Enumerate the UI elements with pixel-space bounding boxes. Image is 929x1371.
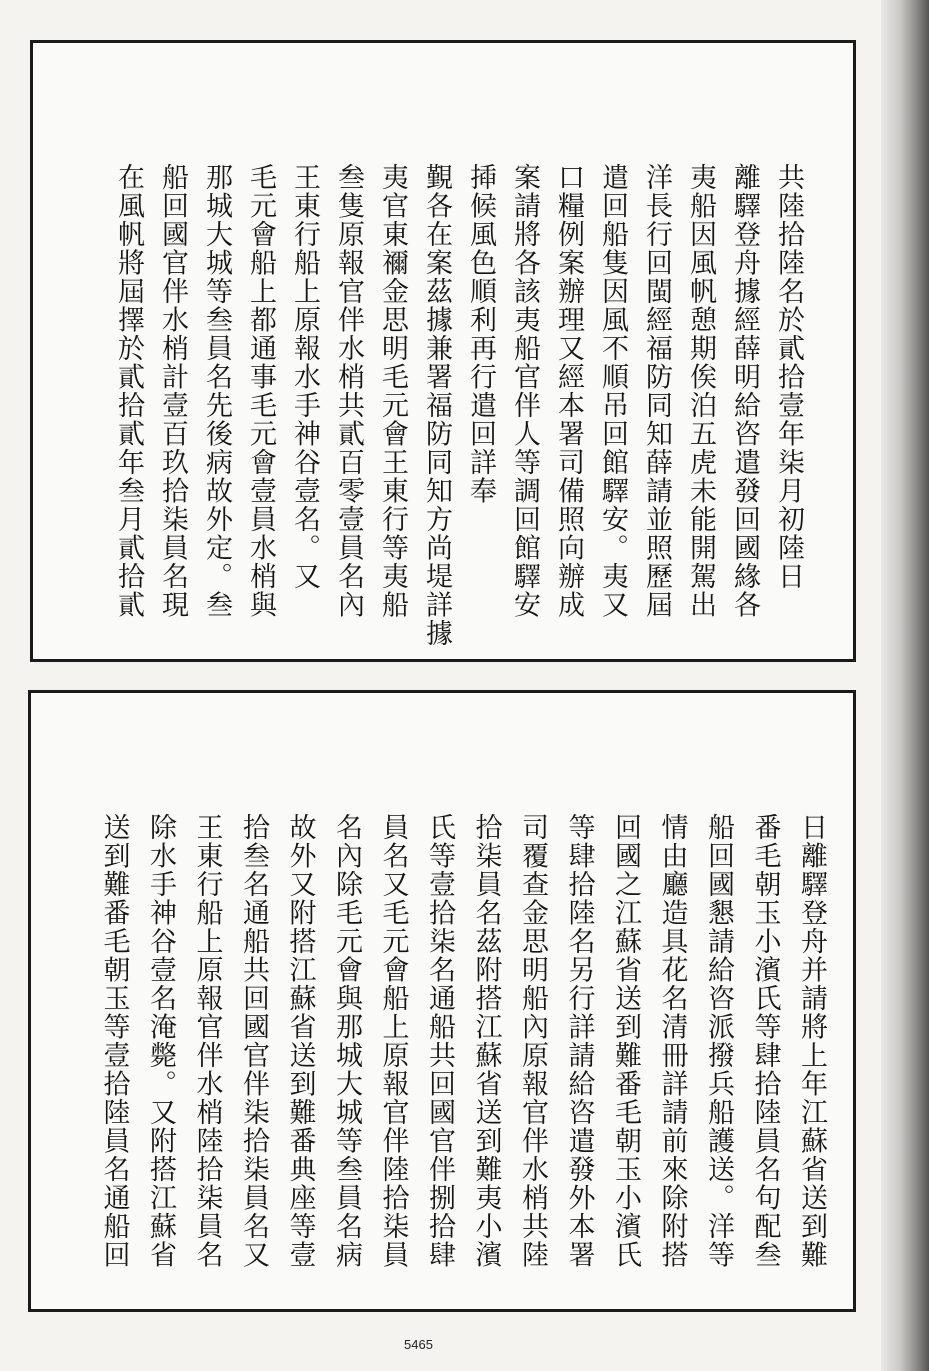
top-text-panel [30,40,856,662]
bottom-text-panel [28,690,856,1312]
text-column: 離驛登舟據經薛明給咨遣發回國緣各 [729,163,760,619]
text-column: 夷官東禰金思明毛元會王東行等夷船 [377,163,408,619]
book-binding-shadow [881,0,929,1371]
text-column: 覲各在案茲據兼署福防同知方尚堤詳據 [421,163,452,648]
text-column: 遣回船隻因風不順吊回館驛安。夷又 [597,163,628,619]
text-column: 那城大城等叁員名先後病故外定。叁 [201,163,232,619]
text-column: 夷船因風帆憩期俟泊五虎未能開駕出 [685,163,716,619]
text-column: 司覆查金思明船內原報官伴水梢共陸 [517,813,548,1269]
text-column: 叁隻原報官伴水梢共貳百零壹員名內 [333,163,364,619]
text-column: 在風帆將屆擇於貳拾貳年叁月貳拾貳 [113,163,144,619]
text-column: 毛元會船上都通事毛元會壹員水梢與 [245,163,276,619]
text-column: 船回國官伴水梢計壹百玖拾柒員名現 [157,163,188,619]
text-column: 番毛朝玉小濱氏等肆拾陸員名句配叁 [749,813,781,1269]
text-column: 名內除毛元會與那城大城等叁員名病 [331,813,362,1269]
text-column: 王東行船上原報官伴水梢陸拾柒員名 [191,813,223,1269]
text-column: 口糧例案辦理又經本署司備照向辦成 [553,163,584,619]
text-column: 除水手神谷壹名淹斃。又附搭江蘇省 [145,813,176,1269]
text-column: 送到難番毛朝玉等壹拾陸員名通船回 [98,813,130,1269]
page-number: 5465 [404,1337,433,1352]
text-column: 洋長行回閩經福防同知薛請並照歷屆 [641,163,672,619]
text-column: 拾叁名通船共回國官伴柒拾柒員名又 [238,813,269,1269]
text-column: 情由廳造具花名清冊詳請前來除附搭 [656,813,688,1269]
text-column: 王東行船上原報水手神谷壹名。又 [289,163,320,591]
text-column: 揷候風色順利再行遣回詳奉 [465,163,496,505]
text-column: 拾柒員名茲附搭江蘇省送到難夷小濱 [470,813,502,1269]
text-column: 員名又毛元會船上原報官伴陸拾柒員 [377,813,409,1269]
text-column: 共陸拾陸名於貳拾壹年柒月初陸日 [773,163,804,591]
text-column: 案請將各該夷船官伴人等調回館驛安 [509,163,540,619]
text-column: 等肆拾陸名另行詳請給咨遣發外本署 [563,813,595,1269]
text-column: 氏等壹拾柒名通船共回國官伴捌拾肆 [424,813,455,1269]
text-column: 回國之江蘇省送到難番毛朝玉小濱氏 [610,813,641,1269]
text-column: 船回國懇請給咨派撥兵船護送。洋等 [703,813,734,1269]
text-column: 故外又附搭江蘇省送到難番典座等壹 [284,813,316,1269]
text-column: 日離驛登舟并請將上年江蘇省送到難 [796,813,827,1269]
